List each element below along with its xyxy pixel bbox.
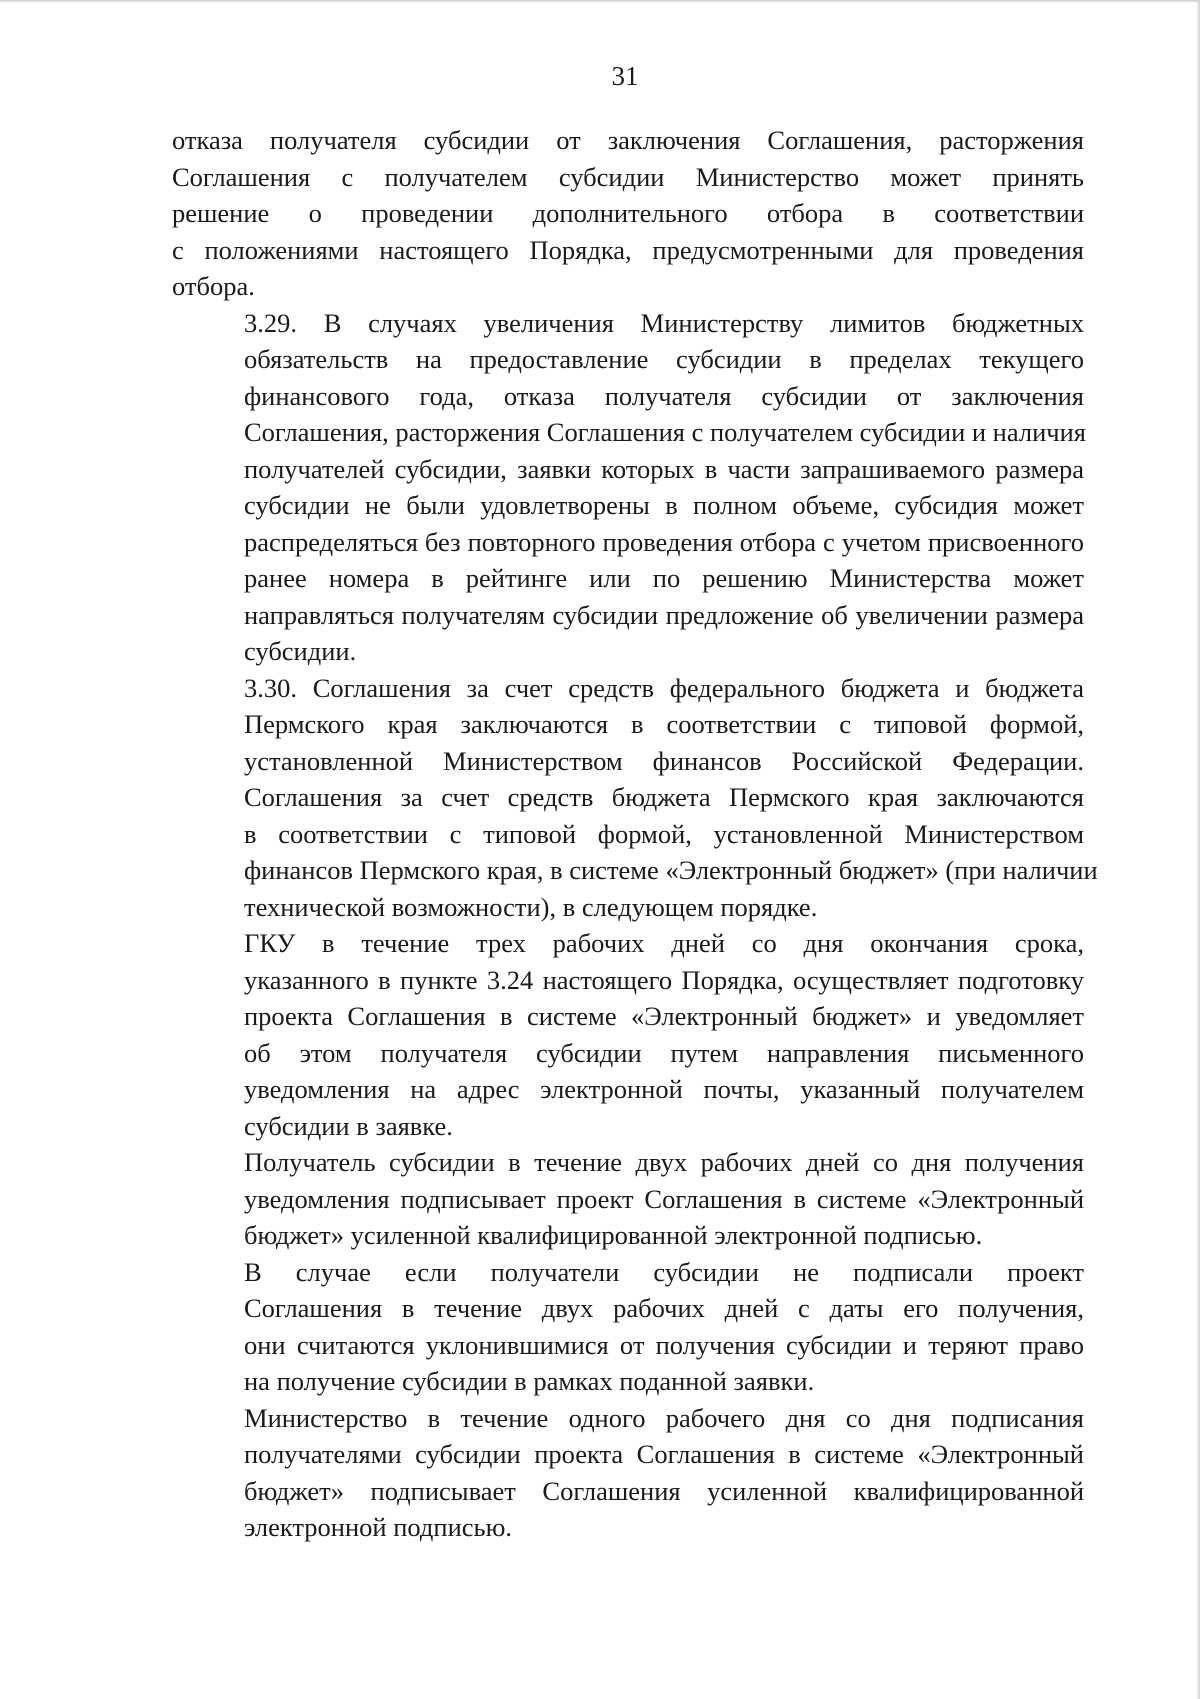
text-line: установленной Министерством финансов Российской Федерации. <box>244 745 1084 776</box>
text-line: В случае если получатели субсидии не подписали проект <box>244 1256 1084 1287</box>
text-line: они считаются уклонившимися от получения субсидии и теряют право <box>244 1329 1084 1360</box>
text-line: субсидии. <box>244 636 357 666</box>
text-line: бюджет» подписывает Соглашения усиленной квалифицированной <box>244 1475 1084 1506</box>
text-line: в соответствии с типовой формой, установленной Министерством <box>244 818 1084 849</box>
text-line: ГКУ в течение трех рабочих дней со дня окончания срока, <box>244 928 1084 958</box>
paragraph <box>172 925 1084 1144</box>
text-line: получателей субсидии, заявки которых в части запрашиваемого размера <box>244 453 1084 484</box>
text-line: Соглашения с получателем субсидии Министерство может принять <box>172 161 1084 192</box>
text-line: ранее номера в рейтинге или по решению Министерства может <box>244 563 1084 593</box>
text-line: на получение субсидии в рамках поданной заявки. <box>244 1366 815 1396</box>
paragraph <box>172 670 1098 926</box>
text-line: распределяться без повторного проведения отбора с учетом присвоенного <box>244 526 1084 557</box>
text-line: финансов Пермского края, в системе «Электронный бюджет» (при наличии <box>244 855 1098 885</box>
text-line: Соглашения в течение двух рабочих дней с даты его получения, <box>244 1293 1084 1323</box>
text-line: указанного в пункте 3.24 настоящего Порядка, осуществляет подготовку <box>244 964 1084 995</box>
text-line: уведомления на адрес электронной почты, указанный получателем <box>244 1074 1084 1104</box>
text-line: решение о проведении дополнительного отбора в соответствии <box>172 198 1084 228</box>
text-line: обязательств на предоставление субсидии в пределах текущего <box>244 344 1084 374</box>
paragraph <box>172 1400 1084 1546</box>
text-line: Министерство в течение одного рабочего дня со дня подписания <box>244 1402 1084 1433</box>
text-line: Соглашения за счет средств бюджета Пермского края заключаются <box>244 782 1084 812</box>
text-line: Пермского края заключаются в соответствии с типовой формой, <box>244 709 1084 739</box>
document-body <box>172 122 1098 1546</box>
text-line: направляться получателям субсидии предложение об увеличении размера <box>244 599 1084 630</box>
text-line: уведомления подписывает проект Соглашения в системе «Электронный <box>244 1183 1084 1214</box>
text-line: получателями субсидии проекта Соглашения в системе «Электронный <box>244 1439 1084 1469</box>
text-line: Получатель субсидии в течение двух рабочих дней со дня получения <box>244 1147 1084 1177</box>
text-line: бюджет» усиленной квалифицированной электронной подписью. <box>244 1220 983 1250</box>
scan-edge-top <box>0 0 1200 3</box>
text-line: об этом получателя субсидии путем направления письменного <box>244 1037 1084 1068</box>
paragraph <box>172 1254 1084 1400</box>
text-line: технической возможности), в следующем порядке. <box>244 891 818 922</box>
text-line: с положениями настоящего Порядка, предусмотренными для проведения <box>172 234 1084 265</box>
paragraph <box>172 305 1084 670</box>
page-number: 31 <box>611 61 639 91</box>
scan-edge-right <box>1196 0 1200 1699</box>
text-line: субсидии не были удовлетворены в полном объеме, субсидия может <box>244 490 1084 520</box>
text-line: электронной подписью. <box>244 1512 513 1542</box>
text-line: Соглашения, расторжения Соглашения с получателем субсидии и наличия <box>244 417 1086 447</box>
text-line: 3.30. Соглашения за счет средств федерального бюджета и бюджета <box>244 672 1084 703</box>
text-line: финансового года, отказа получателя субсидии от заключения <box>244 380 1084 411</box>
text-line: субсидии в заявке. <box>244 1110 453 1141</box>
text-line: отказа получателя субсидии от заключения Соглашения, расторжения <box>172 125 1084 155</box>
text-line: отбора. <box>172 271 255 301</box>
text-line: проекта Соглашения в системе «Электронный бюджет» и уведомляет <box>244 1001 1084 1031</box>
paragraph <box>172 1144 1084 1254</box>
paragraph <box>172 122 1084 305</box>
text-line: 3.29. В случаях увеличения Министерству лимитов бюджетных <box>244 307 1084 338</box>
